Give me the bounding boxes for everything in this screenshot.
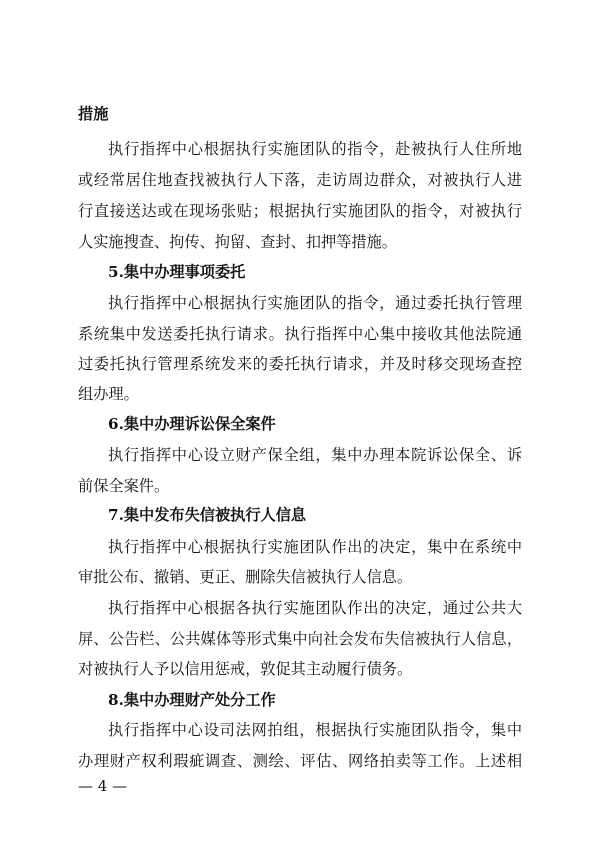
section-heading-5: 5.集中办理事项委托 <box>108 263 246 281</box>
section-heading-continued: 措施 <box>78 105 109 123</box>
body-line: 审批公布、撤销、更正、删除失信被执行人信息。 <box>78 568 413 586</box>
body-line: 屏、公告栏、公共媒体等形式集中向社会发布失信被执行人信息， <box>78 630 522 648</box>
body-line: 执行指挥中心根据各执行实施团队作出的决定，通过公共大 <box>108 599 522 617</box>
body-line: 执行指挥中心设立财产保全组，集中办理本院诉讼保全、诉 <box>108 446 522 464</box>
body-line: 人实施搜查、拘传、拘留、查封、扣押等措施。 <box>78 233 397 251</box>
section-heading-7: 7.集中发布失信被执行人信息 <box>108 506 307 524</box>
page-number: — 4 — <box>78 777 128 795</box>
body-line: 对被执行人予以信用惩戒，敦促其主动履行债务。 <box>78 660 413 678</box>
body-line: 执行指挥中心根据执行实施团队作出的决定，集中在系统中 <box>108 538 522 556</box>
body-line: 或经常居住地查找被执行人下落，走访周边群众，对被执行人进 <box>78 171 522 189</box>
body-line: 系统集中发送委托执行请求。执行指挥中心集中接收其他法院通 <box>78 325 522 343</box>
section-heading-8: 8.集中办理财产处分工作 <box>108 691 276 709</box>
body-line: 组办理。 <box>78 385 139 403</box>
body-line: 执行指挥中心根据执行实施团队的指令，赴被执行人住所地 <box>108 140 522 158</box>
body-line: 办理财产权利瑕疵调查、测绘、评估、网络拍卖等工作。上述相 <box>78 752 522 770</box>
body-line: 过委托执行管理系统发来的委托执行请求，并及时移交现场查控 <box>78 355 522 373</box>
body-line: 行直接送达或在现场张贴；根据执行实施团队的指令，对被执行 <box>78 202 522 220</box>
body-line: 执行指挥中心设司法网拍组，根据执行实施团队指令，集中 <box>108 721 522 739</box>
section-heading-6: 6.集中办理诉讼保全案件 <box>108 415 276 433</box>
body-line: 前保全案件。 <box>78 477 170 495</box>
body-line: 执行指挥中心根据执行实施团队的指令，通过委托执行管理 <box>108 294 522 312</box>
